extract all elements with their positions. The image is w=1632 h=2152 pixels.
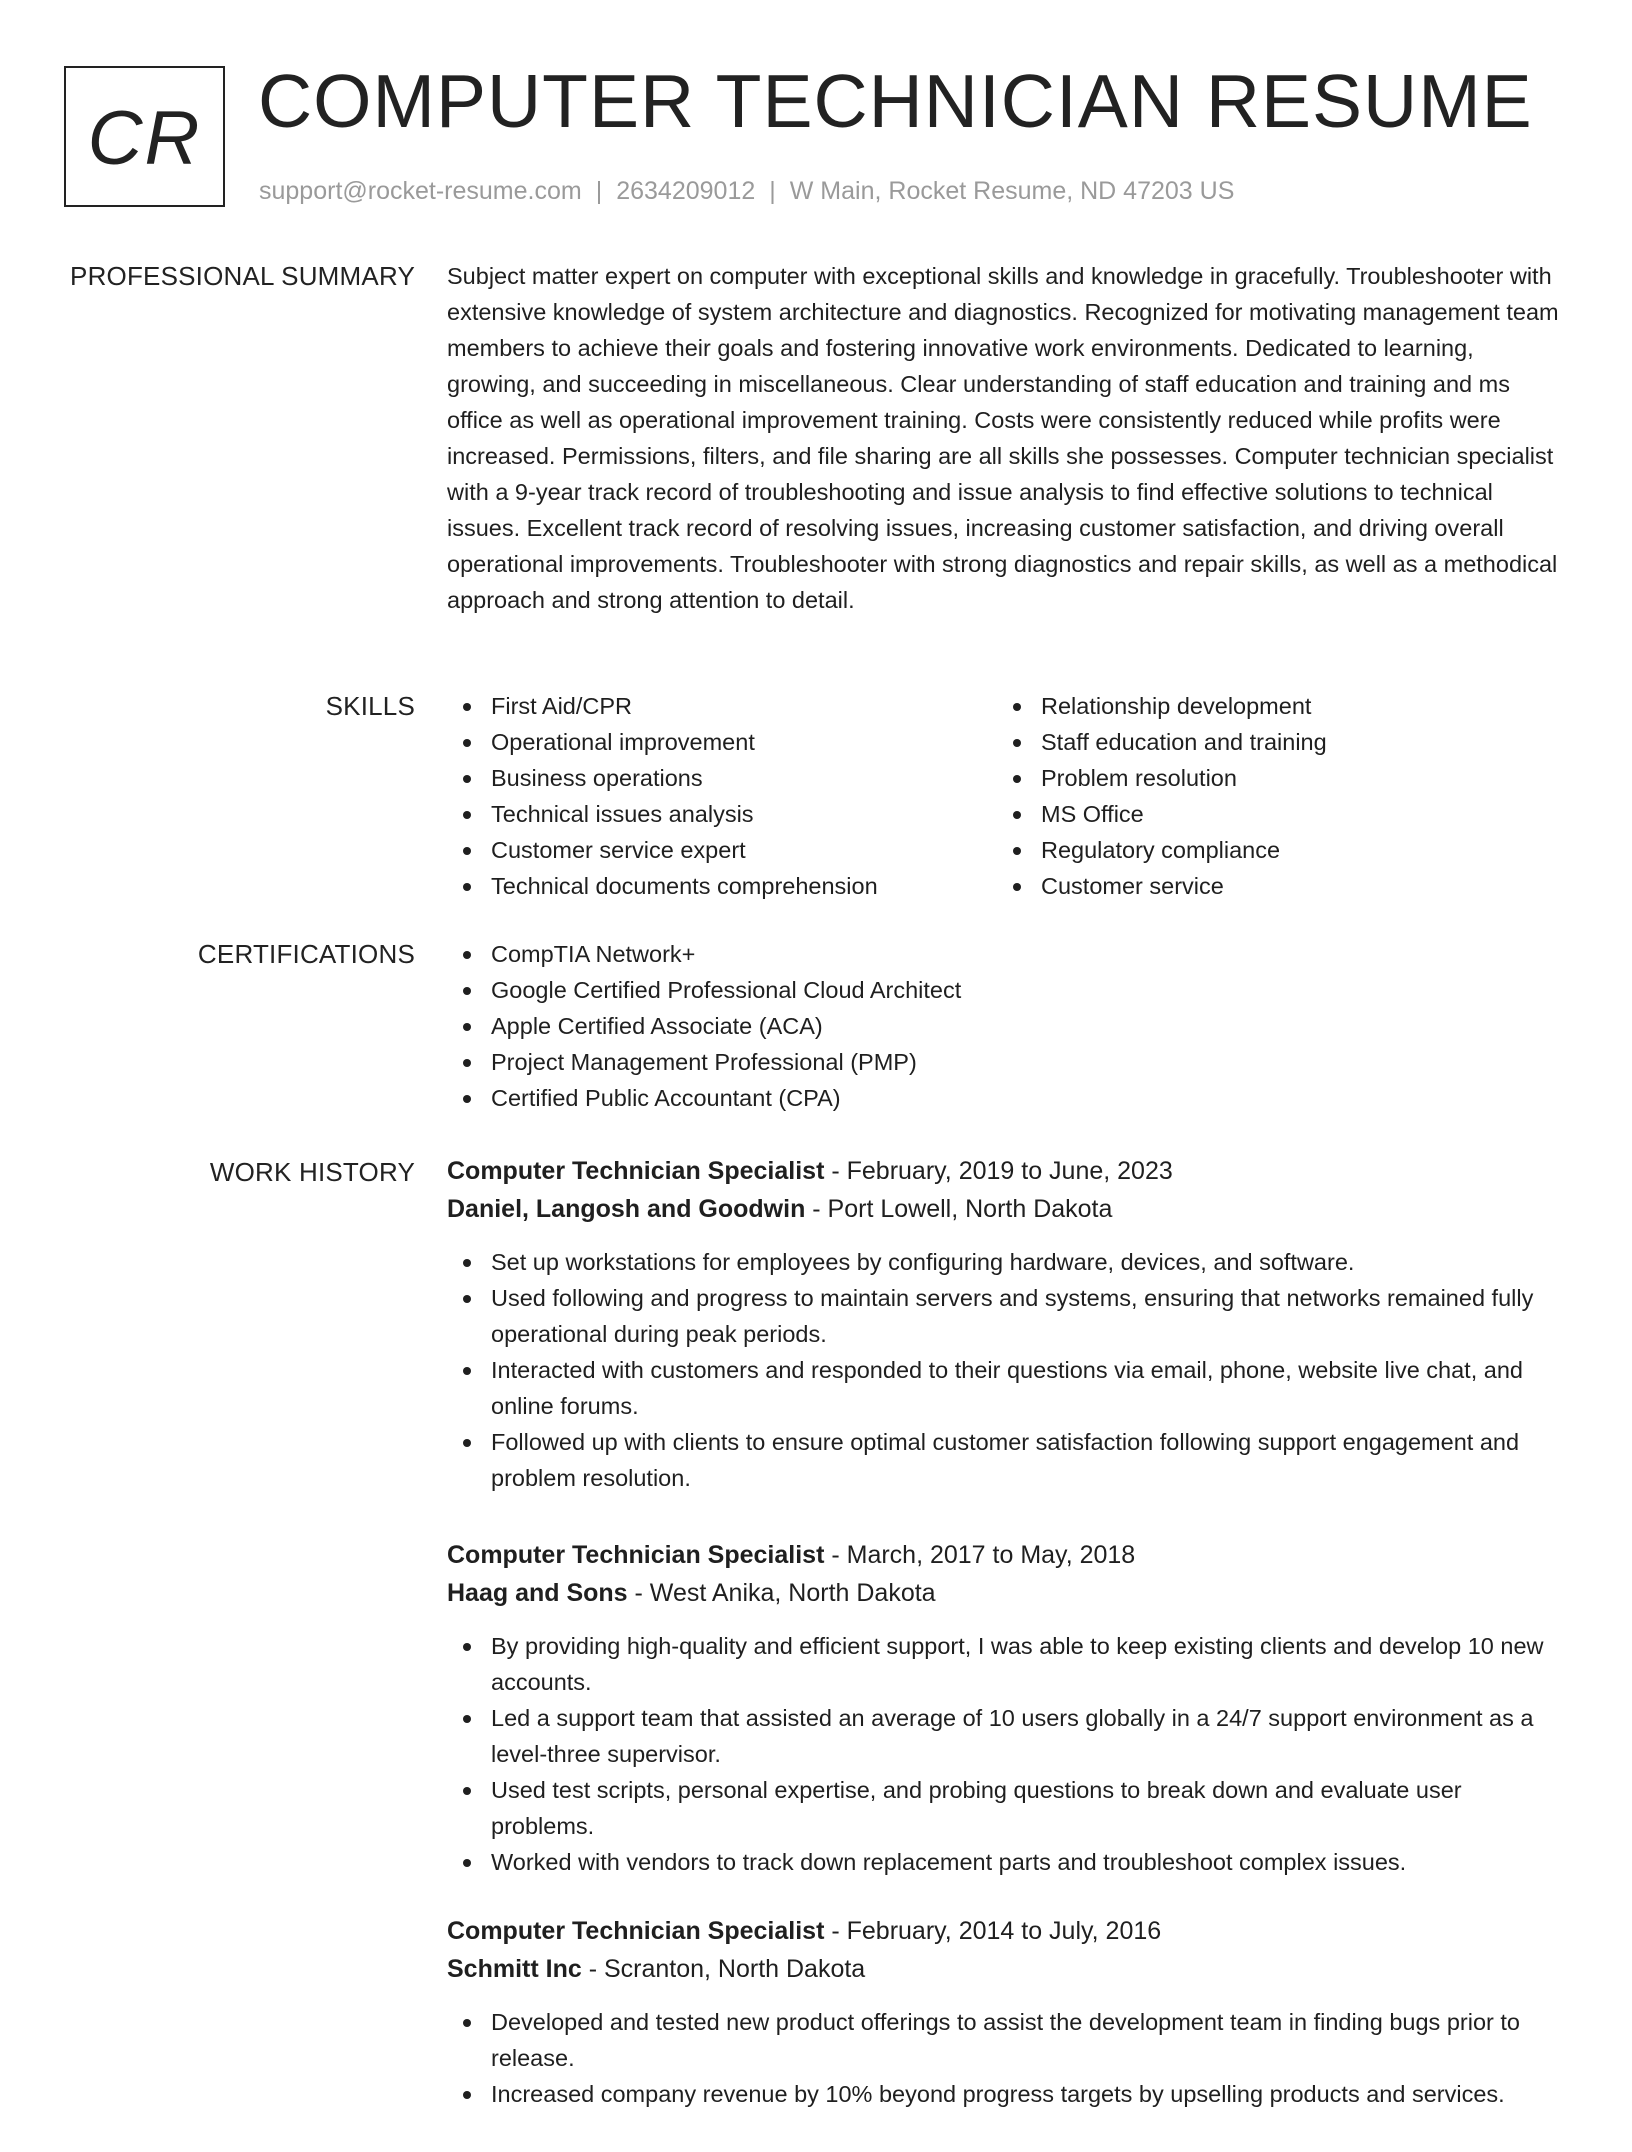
job-title: Computer Technician Specialist bbox=[447, 1917, 825, 1945]
skill-item: Operational improvement bbox=[447, 724, 997, 760]
skill-item: Technical documents comprehension bbox=[447, 868, 997, 904]
skills-body bbox=[447, 688, 1567, 904]
certification-item: Project Management Professional (PMP) bbox=[447, 1044, 1567, 1080]
job-duty: Interacted with customers and responded to their questions via email, phone, website live chat, and online forums. bbox=[447, 1352, 1567, 1424]
certification-item: Apple Certified Associate (ACA) bbox=[447, 1008, 1567, 1044]
contact-phone[interactable]: 2634209012 bbox=[616, 177, 756, 205]
job-duty: Worked with vendors to track down replacement parts and troubleshoot complex issues. bbox=[447, 1844, 1567, 1880]
job-location: - Port Lowell, North Dakota bbox=[805, 1195, 1113, 1223]
certification-item: Google Certified Professional Cloud Architect bbox=[447, 972, 1567, 1008]
job-title: Computer Technician Specialist bbox=[447, 1157, 825, 1185]
job-duties bbox=[447, 1628, 1567, 1880]
job-duty: Set up workstations for employees by configuring hardware, devices, and software. bbox=[447, 1244, 1567, 1280]
job-entry bbox=[447, 1152, 1567, 1496]
contact-separator: | bbox=[769, 177, 776, 205]
monogram-logo bbox=[64, 66, 225, 207]
certifications-heading: CERTIFICATIONS bbox=[197, 939, 415, 969]
skill-item: Regulatory compliance bbox=[997, 832, 1547, 868]
job-location: - Scranton, North Dakota bbox=[581, 1955, 866, 1983]
job-title-line bbox=[447, 1912, 1567, 1950]
job-duty: Led a support team that assisted an average of 10 users globally in a 24/7 support environment as a level-three supervisor. bbox=[447, 1700, 1567, 1772]
skills-list-left bbox=[447, 688, 997, 904]
contact-separator: | bbox=[595, 177, 603, 205]
job-location: - West Anika, North Dakota bbox=[627, 1579, 936, 1607]
job-duty: Followed up with clients to ensure optimal customer satisfaction following support engagement and problem resolution. bbox=[447, 1424, 1567, 1496]
job-entry bbox=[447, 1536, 1567, 1880]
job-duties bbox=[447, 1244, 1567, 1496]
contact-email[interactable]: support@rocket-resume.com bbox=[259, 177, 582, 205]
job-company: Haag and Sons bbox=[447, 1579, 628, 1607]
skill-item: Relationship development bbox=[997, 688, 1547, 724]
skills-heading: SKILLS bbox=[325, 691, 415, 721]
skills-grid bbox=[447, 688, 1567, 904]
job-company-line bbox=[447, 1190, 1567, 1228]
certifications-list bbox=[447, 936, 1567, 1116]
job-duty: Increased company revenue by 10% beyond progress targets by upselling products and services. bbox=[447, 2076, 1567, 2112]
job-dates: - February, 2014 to July, 2016 bbox=[824, 1917, 1162, 1945]
certifications-body bbox=[447, 936, 1567, 1116]
certification-item: CompTIA Network+ bbox=[447, 936, 1567, 972]
job-dates: - February, 2019 to June, 2023 bbox=[824, 1157, 1173, 1185]
skills-list-right bbox=[997, 688, 1547, 904]
job-entry bbox=[447, 1912, 1567, 2112]
job-title-line bbox=[447, 1152, 1567, 1190]
job-duty: Used test scripts, personal expertise, and probing questions to break down and evaluate user problems. bbox=[447, 1772, 1567, 1844]
monogram-text: CR bbox=[87, 96, 202, 181]
job-title: Computer Technician Specialist bbox=[447, 1541, 825, 1569]
resume-title: COMPUTER TECHNICIAN RESUME bbox=[258, 59, 1533, 143]
job-company-line bbox=[447, 1950, 1567, 1988]
skill-item: MS Office bbox=[997, 796, 1547, 832]
job-duty: Used following and progress to maintain servers and systems, ensuring that networks remained fully operational during peak periods. bbox=[447, 1280, 1567, 1352]
job-duty: By providing high-quality and efficient support, I was able to keep existing clients and develop 10 new accounts. bbox=[447, 1628, 1567, 1700]
work-history-heading: WORK HISTORY bbox=[209, 1157, 415, 1187]
summary-heading: PROFESSIONAL SUMMARY bbox=[70, 261, 415, 291]
job-title-line bbox=[447, 1536, 1567, 1574]
job-duty: Developed and tested new product offerings to assist the development team in finding bugs prior to release. bbox=[447, 2004, 1567, 2076]
skill-item: Problem resolution bbox=[997, 760, 1547, 796]
work-history-body bbox=[447, 1152, 1567, 2152]
skill-item: Staff education and training bbox=[997, 724, 1547, 760]
contact-line bbox=[259, 174, 1234, 208]
job-company: Daniel, Langosh and Goodwin bbox=[447, 1195, 806, 1223]
job-company-line bbox=[447, 1574, 1567, 1612]
skill-item: Business operations bbox=[447, 760, 997, 796]
certification-item: Certified Public Accountant (CPA) bbox=[447, 1080, 1567, 1116]
skill-item: Customer service bbox=[997, 868, 1547, 904]
skill-item: Technical issues analysis bbox=[447, 796, 997, 832]
summary-text: Subject matter expert on computer with exceptional skills and knowledge in gracefully. Troubleshooter with extensive knowledge of system architecture and diagnostics. Recognized for motivating management team members to achieve their goals and fostering innovative work environments. Dedicated to learning, growing, and succeeding in miscellaneous. Clear understanding of staff education and training and ms office as well as operational improvement training. Costs were consistently reduced while profits were increased. Permissions, filters, and file sharing are all skills she possesses. Computer technician specialist with a 9-year track record of troubleshooting and issue analysis to find effective solutions to technical issues. Excellent track record of resolving issues, increasing customer satisfaction, and driving overall operational improvements. Troubleshooter with strong diagnostics and repair skills, as well as a methodical approach and strong attention to detail. bbox=[447, 263, 1559, 613]
skill-item: Customer service expert bbox=[447, 832, 997, 868]
contact-address: W Main, Rocket Resume, ND 47203 US bbox=[789, 177, 1235, 205]
job-duties bbox=[447, 2004, 1567, 2112]
job-company: Schmitt Inc bbox=[447, 1955, 582, 1983]
job-dates: - March, 2017 to May, 2018 bbox=[824, 1541, 1136, 1569]
summary-body bbox=[447, 258, 1567, 618]
skill-item: First Aid/CPR bbox=[447, 688, 997, 724]
